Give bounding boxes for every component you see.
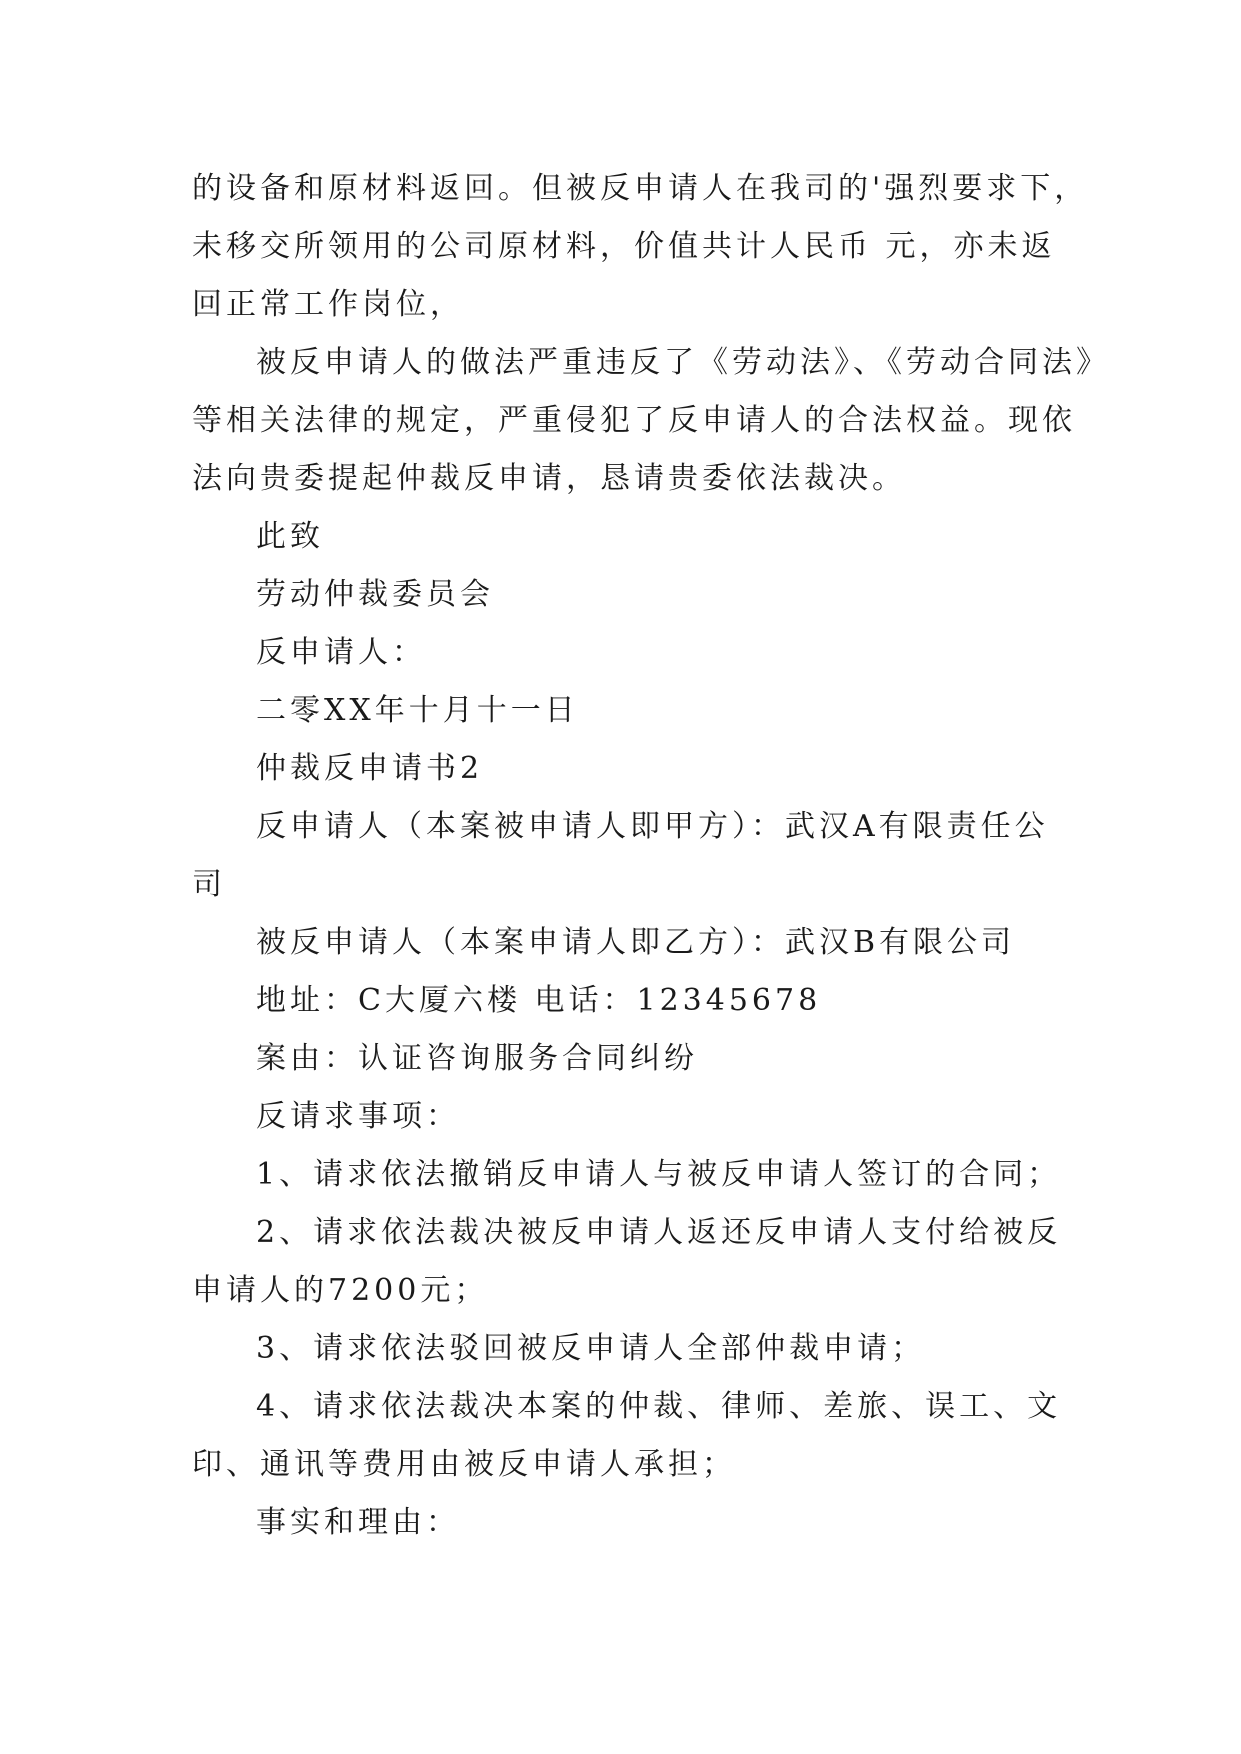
document-line: 反申请人（本案被申请人即甲方）：武汉A有限责任公 <box>256 809 1049 844</box>
document-line: 此致 <box>256 519 324 554</box>
document-line: 案由：认证咨询服务合同纠纷 <box>256 1041 698 1076</box>
document-line: 二零XX年十月十一日 <box>256 693 579 728</box>
document-line: 地址：C大厦六楼 电话：12345678 <box>256 983 822 1018</box>
document-line: 回正常工作岗位， <box>192 287 464 322</box>
document-line: 被反申请人（本案申请人即乙方）：武汉B有限公司 <box>256 925 1016 960</box>
document-line: 事实和理由： <box>256 1505 460 1540</box>
document-line: 反请求事项： <box>256 1099 460 1134</box>
document-line: 仲裁反申请书2 <box>256 751 484 786</box>
document-line: 4、请求依法裁决本案的仲裁、律师、差旅、误工、文 <box>256 1389 1062 1424</box>
document-line: 未移交所领用的公司原材料，价值共计人民币 元，亦未返 <box>192 229 1056 264</box>
document-line: 司 <box>192 867 226 902</box>
document-body <box>192 160 1110 1552</box>
document-line: 反申请人： <box>256 635 426 670</box>
document-line: 被反申请人的做法严重违反了《劳动法》、《劳动合同法》 <box>256 345 1110 380</box>
document-line: 申请人的7200元； <box>192 1273 489 1308</box>
document-line: 3、请求依法驳回被反申请人全部仲裁申请； <box>256 1331 926 1366</box>
document-line: 印、通讯等费用由被反申请人承担； <box>192 1447 736 1482</box>
document-line: 等相关法律的规定，严重侵犯了反申请人的合法权益。现依 <box>192 403 1076 438</box>
document-line: 的设备和原材料返回。但被反申请人在我司的'强烈要求下， <box>192 171 1089 206</box>
document-line: 劳动仲裁委员会 <box>256 577 494 612</box>
document-line: 法向贵委提起仲裁反申请，恳请贵委依法裁决。 <box>192 461 906 496</box>
document-line: 2、请求依法裁决被反申请人返还反申请人支付给被反 <box>256 1215 1062 1250</box>
document-line: 1、请求依法撤销反申请人与被反申请人签订的合同； <box>256 1157 1062 1192</box>
